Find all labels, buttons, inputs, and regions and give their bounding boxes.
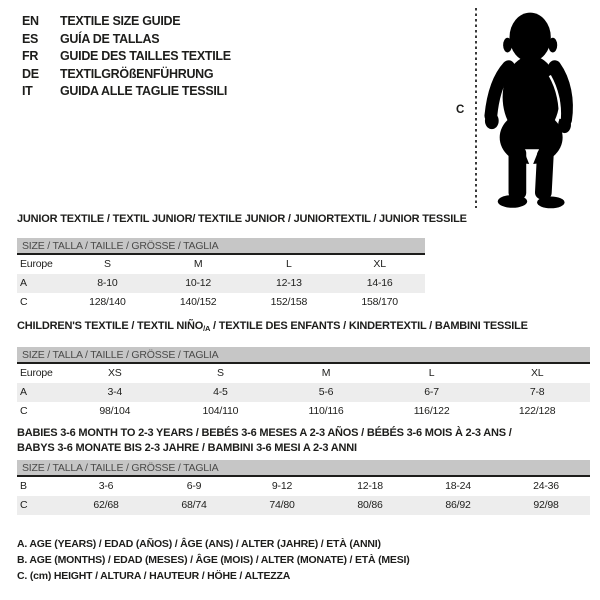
table-cell: 128/140 <box>89 296 126 308</box>
language-code: FR <box>22 49 39 64</box>
table-cell: 92/98 <box>533 499 559 511</box>
row-label: C <box>20 405 28 417</box>
children-table-title <box>17 320 528 333</box>
height-measure-label: C <box>456 104 465 116</box>
table-cell: S <box>103 258 111 270</box>
table-cell: 62/68 <box>93 499 119 511</box>
table-cell: L <box>428 367 435 379</box>
table-cell: XS <box>107 367 122 379</box>
table-cell: S <box>216 367 224 379</box>
table-cell: M <box>193 258 203 270</box>
size-header-bar: SIZE / TALLA / TAILLE / GRÖSSE / TAGLIA <box>17 347 590 364</box>
baby-silhouette-icon <box>481 4 599 212</box>
babies-title-line2: BABYS 3-6 MONATE BIS 2-3 JAHRE / BAMBINI 3-6 MESI A 2-3 ANNI <box>17 441 357 454</box>
language-row-es <box>22 31 231 49</box>
table-cell: 3-6 <box>98 480 114 492</box>
table-cell: 74/80 <box>269 499 295 511</box>
row-label: B <box>20 480 27 492</box>
measurement-figure <box>450 4 600 214</box>
table-cell: 6-7 <box>424 386 439 398</box>
table-row <box>17 293 425 312</box>
table-cell: 68/74 <box>181 499 207 511</box>
table-cell: 14-16 <box>366 277 393 289</box>
babies-size-table <box>17 460 590 515</box>
language-row-de <box>22 66 231 84</box>
row-label: C <box>20 499 28 511</box>
table-cell: 80/86 <box>357 499 383 511</box>
language-row-fr <box>22 48 231 66</box>
table-cell: 18-24 <box>445 480 471 492</box>
table-cell: M <box>321 367 331 379</box>
table-cell: XL <box>530 367 544 379</box>
table-cell: 7-8 <box>529 386 545 398</box>
language-code: EN <box>22 14 39 28</box>
table-cell: 140/152 <box>179 296 217 308</box>
title-subscript: /A <box>203 324 211 333</box>
babies-title-line1: BABIES 3-6 MONTH TO 2-3 YEARS / BEBÉS 3-6 MESES A 2-3 AÑOS / BÉBÉS 3-6 MOIS À 2-3 ANS / <box>17 427 512 439</box>
size-header-bar: SIZE / TALLA / TAILLE / GRÖSSE / TAGLIA <box>17 238 425 255</box>
footnotes <box>17 536 410 584</box>
row-label: A <box>20 277 27 289</box>
table-row <box>17 383 590 402</box>
table-cell: 9-12 <box>271 480 293 492</box>
table-cell: 152/158 <box>270 296 308 308</box>
junior-size-table <box>17 238 425 312</box>
footnote-b: B. AGE (MONTHS) / EDAD (MESES) / ÂGE (MOIS) / ALTER (MONATE) / ETÀ (MESI) <box>17 554 410 566</box>
table-row <box>17 402 590 421</box>
babies-table-title <box>17 426 512 455</box>
row-label: Europe <box>20 367 53 379</box>
table-cell: 116/122 <box>413 405 450 417</box>
row-label: Europe <box>20 258 53 270</box>
table-row <box>17 477 590 496</box>
table-cell: 24-36 <box>533 480 559 492</box>
language-row-en <box>22 13 231 31</box>
table-cell: 110/116 <box>308 405 344 417</box>
title-text: / TEXTILE DES ENFANTS / KINDERTEXTIL / BAMBINI TESSILE <box>210 320 528 332</box>
table-cell: 4-5 <box>213 386 228 398</box>
language-row-it <box>22 83 231 101</box>
row-label: A <box>20 386 27 398</box>
language-code: IT <box>22 84 33 99</box>
table-cell: 3-4 <box>107 386 123 398</box>
table-cell: 98/104 <box>99 405 131 417</box>
table-row <box>17 255 425 274</box>
table-cell: 6-9 <box>186 480 202 492</box>
table-cell: 158/170 <box>361 296 398 308</box>
children-size-table <box>17 347 590 421</box>
table-cell: 86/92 <box>445 499 471 511</box>
language-title: TEXTILE SIZE GUIDE <box>60 14 181 28</box>
table-cell: 10-12 <box>185 277 212 289</box>
language-code: ES <box>22 31 39 46</box>
language-title: GUÍA DE TALLAS <box>60 31 160 46</box>
table-cell: 8-10 <box>97 277 118 289</box>
language-title: GUIDA ALLE TAGLIE TESSILI <box>60 84 228 99</box>
table-cell: 5-6 <box>318 386 334 398</box>
title-text: CHILDREN'S TEXTILE / TEXTIL NIÑO <box>17 320 204 332</box>
language-title: TEXTILGRÖßENFÜHRUNG <box>60 66 214 81</box>
size-header-bar: SIZE / TALLA / TAILLE / GRÖSSE / TAGLIA <box>17 460 590 477</box>
footnote-c: C. (cm) HEIGHT / ALTURA / HAUTEUR / HÖHE / ALTEZZA <box>17 570 291 582</box>
table-row <box>17 274 425 293</box>
height-measure-dashed-line <box>475 8 477 208</box>
table-cell: 122/128 <box>518 405 556 417</box>
junior-table-title: JUNIOR TEXTILE / TEXTIL JUNIOR/ TEXTILE JUNIOR / JUNIORTEXTIL / JUNIOR TESSILE <box>17 213 467 225</box>
language-list <box>22 13 231 101</box>
language-title: GUIDE DES TAILLES TEXTILE <box>60 49 231 64</box>
footnote-a: A. AGE (YEARS) / EDAD (AÑOS) / ÂGE (ANS) / ALTER (JAHRE) / ETÀ (ANNI) <box>17 538 381 550</box>
table-cell: 104/110 <box>202 405 239 417</box>
language-code: DE <box>22 66 39 81</box>
table-cell: L <box>286 258 292 270</box>
table-cell: XL <box>373 258 386 270</box>
row-label: C <box>20 296 28 308</box>
table-cell: 12-13 <box>275 277 302 289</box>
table-row <box>17 496 590 515</box>
table-cell: 12-18 <box>357 480 383 492</box>
table-row <box>17 364 590 383</box>
